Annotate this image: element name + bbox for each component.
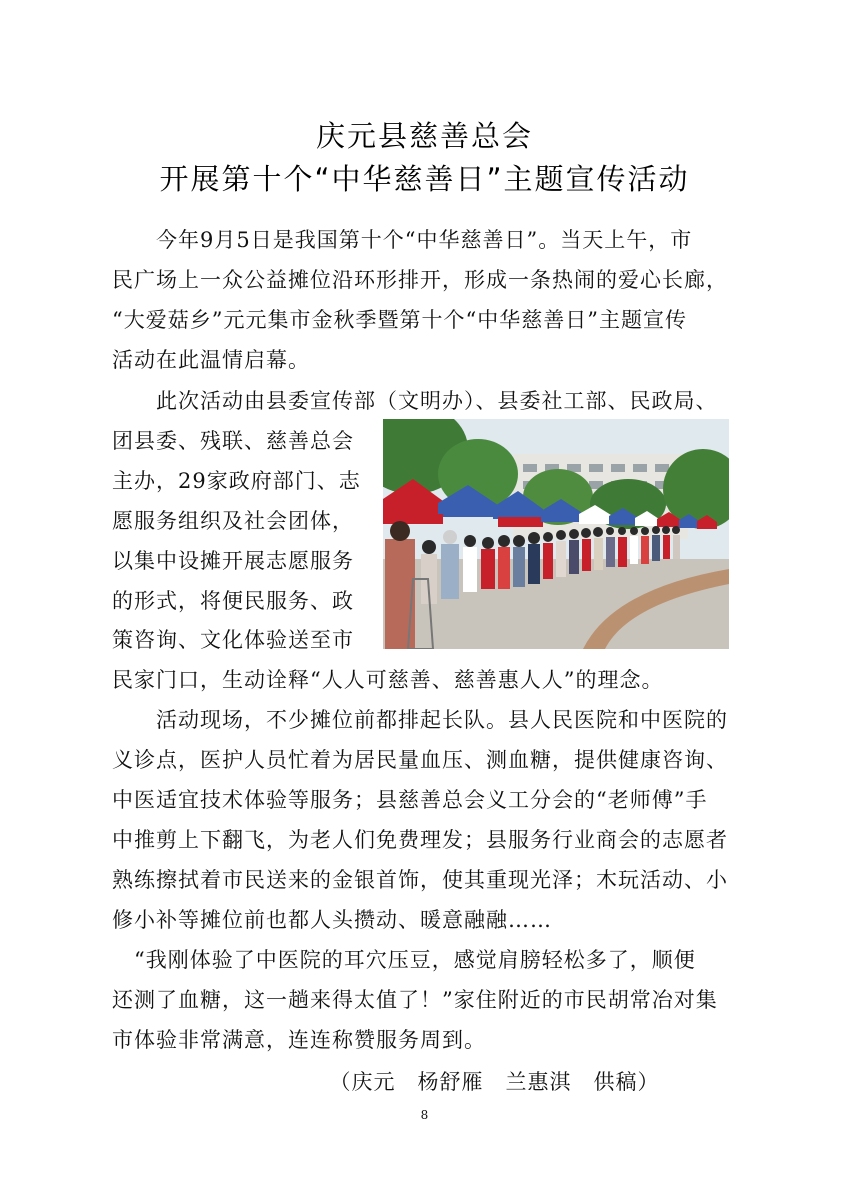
text-line: 市体验非常满意，连连称赞服务周到。: [112, 1028, 486, 1052]
photo-banner: [383, 514, 443, 524]
text-line: 主办，29家政府部门、志: [112, 469, 361, 493]
text-line: 民家门口，生动诠释“人人可慈善、慈善惠人人”的理念。: [112, 668, 664, 692]
text-line: 中医适宜技术体验等服务；县慈善总会义工分会的“老师傅”手: [112, 788, 708, 812]
event-photo: [383, 419, 729, 649]
text-line: 策咨询、文化体验送至市: [112, 628, 354, 652]
text-line: 还测了血糖，这一趟来得太值了！”家住附近的市民胡常冶对集: [112, 988, 718, 1012]
title-line-1: 庆元县慈善总会: [315, 119, 533, 153]
text-line: 中推剪上下翻飞，为老人们免费理发；县服务行业商会的志愿者: [112, 828, 728, 852]
text-line: “大爱菇乡”元元集市金秋季暨第十个“中华慈善日”主题宣传: [112, 308, 687, 332]
text-line: 以集中设摊开展志愿服务: [112, 549, 354, 573]
title-line-2: 开展第十个“中华慈善日”主题宣传活动: [159, 162, 690, 196]
text-line: 活动现场，不少摊位前都排起长队。县人民医院和中医院的: [112, 708, 728, 732]
text-line: 熟练擦拭着市民送来的金银首饰，使其重现光泽；木玩活动、小: [112, 868, 728, 892]
text-line: 义诊点，医护人员忙着为居民量血压、测血糖，提供健康咨询、: [112, 748, 728, 772]
text-line: 民广场上一众公益摊位沿环形排开，形成一条热闹的爱心长廊，: [112, 268, 728, 292]
byline: （庆元 杨舒雁 兰惠淇 供稿）: [329, 1070, 660, 1094]
text-line: “我刚体验了中医院的耳穴压豆，感觉肩膀轻松多了，顺便: [112, 948, 696, 972]
text-line: 的形式，将便民服务、政: [112, 589, 354, 613]
page-number: 8: [420, 1108, 429, 1122]
text-line: 修小补等摊位前也都人头攒动、暖意融融……: [112, 908, 552, 932]
text-line: 今年9月5日是我国第十个“中华慈善日”。当天上午，市: [112, 228, 693, 252]
text-line: 团县委、残联、慈善总会: [112, 429, 354, 453]
text-line: 愿服务组织及社会团体，: [112, 509, 354, 533]
event-photo-illustration: [383, 419, 729, 649]
text-line: 此次活动由县委宣传部（文明办）、县委社工部、民政局、: [112, 389, 718, 413]
text-line: 活动在此温情启幕。: [112, 348, 310, 372]
photo-banner: [498, 517, 543, 527]
